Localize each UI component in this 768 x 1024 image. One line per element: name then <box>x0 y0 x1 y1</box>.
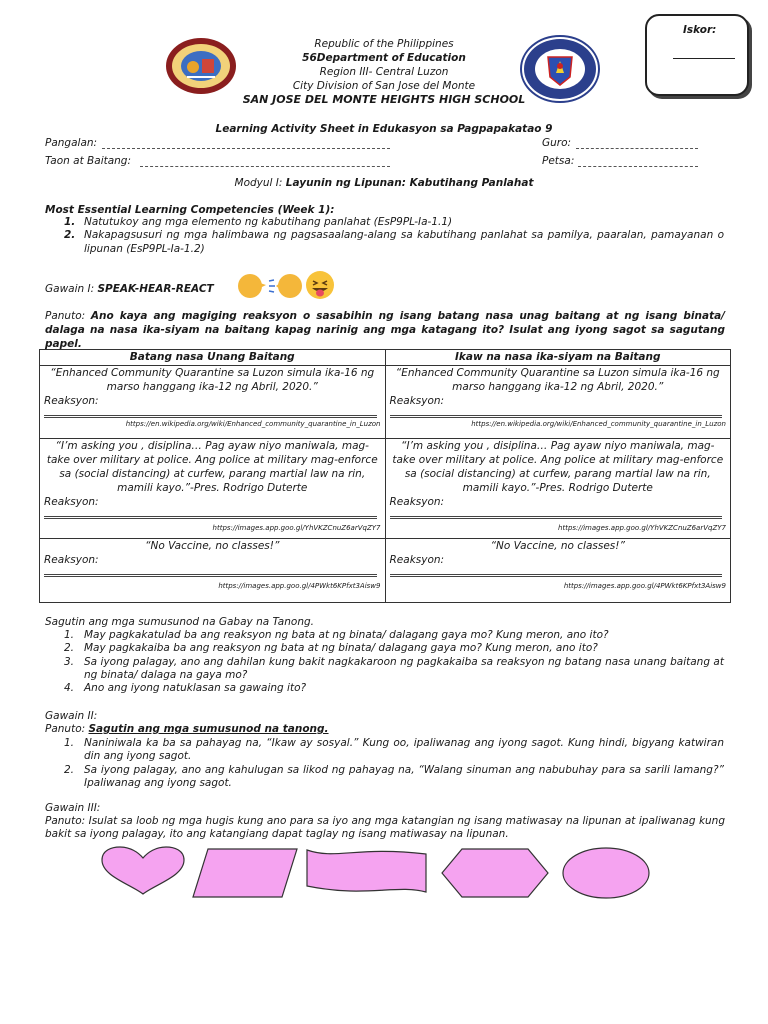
hexagon-shape[interactable] <box>440 848 550 898</box>
sagutin-intro: Sagutin ang mga sumusunod na Gabay na Tanong. <box>45 616 314 628</box>
list-item: 3. Sa iyong palagay, ano ang dahilan kung bakit nagkakaroon ng pagkakaiba sa reaksyon ng batang nasa unang baitang at ng binata/ dalaga na gaya mo? <box>64 655 724 681</box>
reaksyon-label: Reaksyon: <box>389 395 445 407</box>
gawain1-heading <box>45 283 214 295</box>
list-item: 1. Natutukoy ang mga elemento ng kabutihang panlahat (EsP9PL-Ia-1.1) <box>64 216 453 228</box>
gawain1-title: SPEAK-HEAR-REACT <box>97 283 214 295</box>
page-title: Learning Activity Sheet in Edukasyon sa Pagpapakatao 9 <box>215 123 553 135</box>
melc-list <box>64 216 724 256</box>
score-box <box>645 14 749 96</box>
list-item: 1. Naniniwala ka ba sa pahayag na, “Ikaw ay sosyal.” Kung oo, ipaliwanag ang iyong sagot. Kung hindi, bigyang katwiran din ang iyong sagot. <box>64 737 724 763</box>
reaksyon-label: Reaksyon: <box>44 395 99 407</box>
header-school: SAN JOSE DEL MONTE HEIGHTS HIGH SCHOOL <box>242 93 526 106</box>
reaksyon-label: Reaksyon: <box>389 496 445 508</box>
oval-shape[interactable] <box>561 846 651 900</box>
answer-line[interactable] <box>44 574 377 577</box>
quote-text: “No Vaccine, no classes!” <box>490 540 625 552</box>
reaksyon-label: Reaksyon: <box>44 496 99 508</box>
source-link[interactable]: https://en.wikipedia.org/wiki/Enhanced_community_quarantine_in_Luzon <box>471 420 726 428</box>
source-link[interactable]: https://en.wikipedia.org/wiki/Enhanced_community_quarantine_in_Luzon <box>125 420 381 428</box>
list-item: 2. Nakapagsusuri ng mga halimbawa ng pagsasaalang-alang sa kabutihang panlahat sa pamilya, paaralan, pamayanan o lipunan (EsP9PL-Ia-1.2) <box>64 229 724 255</box>
panuto-text: Ano kaya ang magiging reaksyon o sasabihin ng isang batang nasa unag baitang at ng isang binata/ dalaga na nasa ika-siyam na baitang kapag narinig ang mga katagang ito? Isulat ang iyong sagot sa sagutang papel. <box>45 310 726 350</box>
quote-text: “Enhanced Community Quarantine sa Luzon simula ika-16 ng marso hanggang ika-12 ng Abril, 2020.” <box>395 367 720 393</box>
answer-line[interactable] <box>390 574 723 577</box>
quote-text: “I’m asking you , disiplina… Pag ayaw niyo maniwala, mag-take over military at police. Ang police at military mag-enforce sa (social distancing) at curfew, parang martial law na rin, mamili kayo.”-Pres. Rodrigo Duterte <box>392 440 724 494</box>
taon-label: Taon at Baitang: <box>45 155 132 167</box>
quote-text: “Enhanced Community Quarantine sa Luzon simula ika-16 ng marso hanggang ika-12 ng Abril, 2020.” <box>50 367 375 393</box>
quote-text: “I’m asking you , disiplina… Pag ayaw niyo maniwala, mag-take over military at police. Ang police at military mag-enforce sa (social distancing) at curfew, parang martial law na rin, mamili kayo.”-Pres. Rodrigo Duterte <box>46 440 378 494</box>
list-item: 2. Sa iyong palagay, ano ang kahulugan sa likod ng pahayag na, “Walang sinuman ang nabubuhay para sa sarili lamang?” Ipaliwanag ang iyong sagot. <box>64 763 724 789</box>
gawain1-panuto <box>45 309 725 351</box>
gawain2-panuto <box>45 723 329 735</box>
gawain3-panuto <box>45 815 725 842</box>
header-republic: Republic of the Philippines <box>314 38 454 50</box>
wave-flag-shape[interactable] <box>306 848 428 898</box>
answer-line[interactable] <box>44 516 377 519</box>
melc-heading: Most Essential Learning Competencies (Week 1): <box>45 204 335 216</box>
header-department: 56Department of Education <box>302 52 466 64</box>
guro-label: Guro: <box>542 137 572 149</box>
header-division: City Division of San Jose del Monte <box>292 80 476 92</box>
panuto-label: Panuto: <box>45 815 86 827</box>
table-row <box>40 539 731 603</box>
gawain3-label: Gawain III: <box>45 802 101 814</box>
panuto-label: Panuto: <box>45 723 86 735</box>
pangalan-label: Pangalan: <box>45 137 98 149</box>
score-label: Iskor: <box>683 24 717 36</box>
list-item: 4. Ano ang iyong natuklasan sa gawaing ito? <box>64 682 307 695</box>
list-item: 2. May pagkakaiba ba ang reaksyon ng bata at ng binata/ dalagang gaya mo? Kung meron, ano ito? <box>64 642 598 655</box>
quote-text: “No Vaccine, no classes!” <box>145 540 280 552</box>
table-row <box>40 366 731 439</box>
gawain1-label: Gawain I: <box>45 283 95 295</box>
sagutin-list <box>64 629 724 695</box>
panuto-label: Panuto: <box>45 310 86 322</box>
column-header: Batang nasa Unang Baitang <box>40 350 386 366</box>
list-item: 1. May pagkakatulad ba ang reaksyon ng bata at ng binata/ dalagang gaya mo? Kung meron, ano ito? <box>64 629 609 641</box>
pangalan-field[interactable] <box>102 148 390 149</box>
heart-shape[interactable] <box>100 846 186 896</box>
modyul-title: Layunin ng Lipunan: Kabutihang Panlahat <box>285 177 534 189</box>
modyul <box>120 177 648 189</box>
source-link[interactable]: https://images.app.goo.gl/YhVKZCnuZ6arVqZY7 <box>212 524 381 532</box>
petsa-label: Petsa: <box>542 155 575 167</box>
source-link[interactable]: https://images.app.goo.gl/YhVKZCnuZ6arVqZY7 <box>558 524 726 532</box>
score-line[interactable] <box>673 58 735 59</box>
winking-tongue-emoji-icon <box>305 270 335 300</box>
gawain2-label: Gawain II: <box>45 710 98 722</box>
table-row <box>40 439 731 539</box>
modyul-label: Modyul I: <box>234 177 283 189</box>
petsa-field[interactable] <box>578 166 698 167</box>
answer-line[interactable] <box>44 415 377 418</box>
guro-field[interactable] <box>576 148 698 149</box>
speaking-heads-icon <box>236 271 304 301</box>
reaksyon-label: Reaksyon: <box>389 554 445 566</box>
reaction-table <box>39 349 731 603</box>
header-region: Region III- Central Luzon <box>319 66 449 78</box>
taon-field[interactable] <box>140 166 390 167</box>
panuto-text: Sagutin ang mga sumusunod na tanong. <box>88 723 329 735</box>
answer-line[interactable] <box>390 516 723 519</box>
answer-line[interactable] <box>390 415 723 418</box>
reaksyon-label: Reaksyon: <box>44 554 99 566</box>
parallelogram-shape[interactable] <box>192 848 298 898</box>
column-header: Ikaw na nasa ika-siyam na Baitang <box>385 350 731 366</box>
gawain2-list <box>64 737 724 790</box>
source-link[interactable]: https://images.app.goo.gl/4PWkt6KPfxt3Aisw9 <box>218 582 381 590</box>
panuto-text: Isulat sa loob ng mga hugis kung ano para sa iyo ang mga katangian ng isang matiwasay na lipunan at ipaliwanag kung bakit sa iyong palagay, ito ang katangiang dapat taglay ng isang matiwasay na lipunan. <box>45 815 725 841</box>
source-link[interactable]: https://images.app.goo.gl/4PWkt6KPfxt3Aisw9 <box>563 582 726 590</box>
